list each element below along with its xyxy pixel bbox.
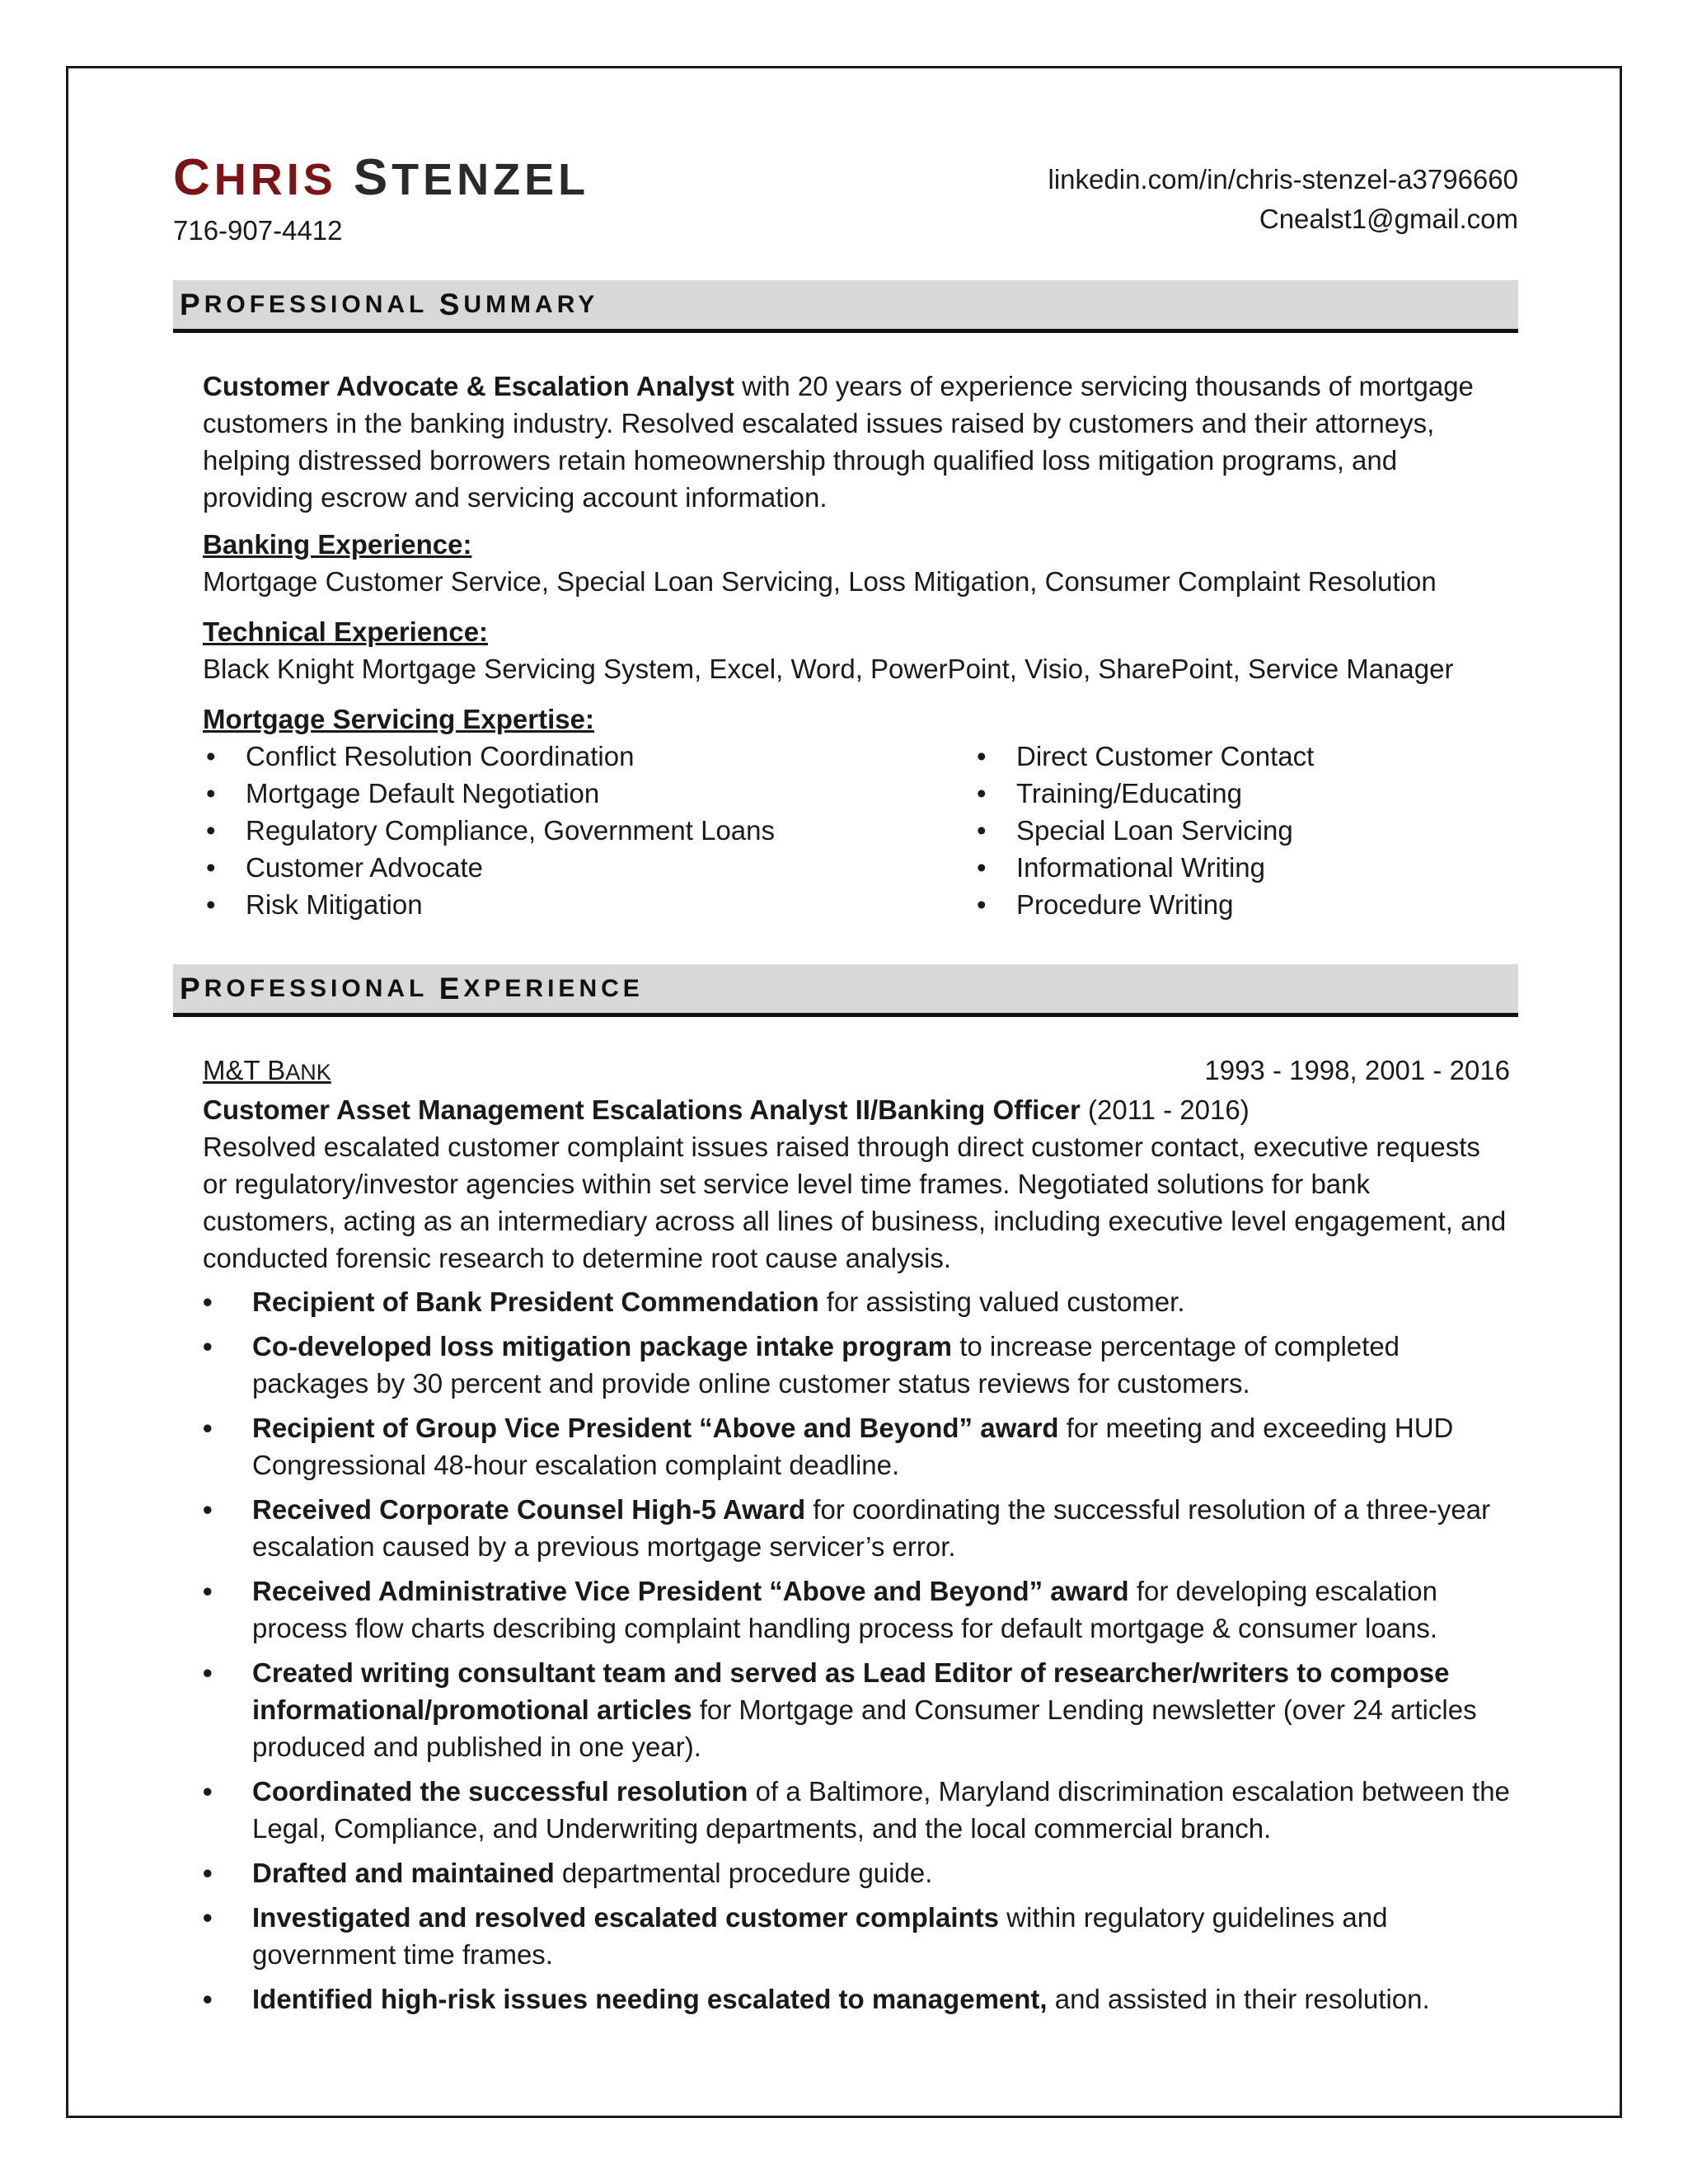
- section-heading-summary: [173, 280, 1518, 333]
- achievement-item: [203, 1854, 1510, 1891]
- heading-initial: P: [180, 971, 204, 1005]
- candidate-name: [173, 148, 589, 209]
- achievement-item: [203, 1773, 1510, 1847]
- summary-lead: Customer Advocate & Escalation Analyst: [203, 371, 734, 401]
- job-description: Resolved escalated customer complaint issues raised through direct customer contact, executive requests or regulatory/investor agencies within set service level time frames. Negotiated solutions for bank customers, acting as an intermediary across all lines of business, including executive level engagement, and conducted forensic research to determine root cause analysis.: [203, 1132, 1507, 1273]
- expertise-item: • Training/Educating: [973, 775, 1314, 812]
- resume: [173, 148, 1518, 2025]
- heading-rest: XPERIENCE: [463, 974, 644, 1002]
- name-last-initial: S: [353, 149, 392, 206]
- achievement-text: of a Baltimore, Maryland discrimination escalation between the Legal, Compliance, and Underwriting departments, and the local commercial branch.: [252, 1776, 1510, 1844]
- expertise-item: • Informational Writing: [973, 849, 1314, 886]
- achievement-text: for meeting and exceeding HUD Congressional 48-hour escalation complaint deadline.: [252, 1413, 1454, 1480]
- achievement-bold: Drafted and maintained: [252, 1858, 555, 1888]
- achievement-bold: Investigated and resolved escalated customer complaints: [252, 1902, 999, 1933]
- achievement-item: [203, 1899, 1510, 1973]
- expertise-item: • Direct Customer Contact: [973, 738, 1314, 775]
- achievement-bold: Received Corporate Counsel High-5 Award: [252, 1494, 806, 1525]
- company-row: [203, 1052, 1510, 1091]
- achievement-text: to increase percentage of completed packages by 30 percent and provide online customer status reviews for customers.: [252, 1331, 1400, 1399]
- contact-block: [1048, 148, 1518, 239]
- name-first-rest: HRIS: [213, 155, 337, 204]
- achievement-text: for Mortgage and Consumer Lending newsletter (over 24 articles produced and published in one year).: [252, 1694, 1477, 1762]
- expertise-heading: Mortgage Servicing Expertise:: [203, 704, 594, 734]
- name-first-initial: C: [173, 149, 214, 206]
- achievement-bold: Recipient of Bank President Commendation: [252, 1286, 819, 1317]
- company-rest: ANK: [285, 1060, 331, 1085]
- company-name: [203, 1052, 331, 1091]
- heading-initial: E: [438, 971, 464, 1005]
- email-link[interactable]: Cnealst1@gmail.com: [1259, 204, 1518, 234]
- linkedin-link[interactable]: linkedin.com/in/chris-stenzel-a3796660: [1048, 164, 1518, 194]
- employment-dates: 1993 - 1998, 2001 - 2016: [1204, 1055, 1510, 1085]
- achievement-item: [203, 1654, 1510, 1765]
- job-title: Customer Asset Management Escalations Analyst II/Banking Officer: [203, 1094, 1081, 1125]
- section-heading-experience: [173, 964, 1518, 1017]
- summary-paragraph: [203, 368, 1510, 516]
- achievement-item: [203, 1572, 1510, 1647]
- achievement-text: and assisted in their resolution.: [1047, 1984, 1430, 2014]
- achievement-bold: Created writing consultant team and served as Lead Editor of researcher/writers to compose informational/promotional articles: [252, 1657, 1450, 1725]
- achievement-item: [203, 1980, 1510, 2018]
- expertise-item: • Mortgage Default Negotiation: [203, 775, 973, 812]
- technical-text: Black Knight Mortgage Servicing System, Excel, Word, PowerPoint, Visio, SharePoint, Service Manager: [203, 654, 1454, 684]
- resume-header: [173, 148, 1518, 251]
- expertise-item: • Conflict Resolution Coordination: [203, 738, 973, 775]
- banking-heading: Banking Experience:: [203, 529, 472, 560]
- achievement-bold: Recipient of Group Vice President “Above and Beyond” award: [252, 1413, 1059, 1443]
- achievement-bold: Identified high-risk issues needing escalated to management,: [252, 1984, 1048, 2014]
- achievement-text: departmental procedure guide.: [554, 1858, 933, 1888]
- expertise-item: • Special Loan Servicing: [973, 812, 1314, 849]
- company-initials: M&T B: [203, 1055, 286, 1085]
- achievement-text: for assisting valued customer.: [818, 1286, 1185, 1317]
- achievement-list: [203, 1283, 1510, 2018]
- summary-body: [173, 368, 1518, 923]
- achievement-item: [203, 1283, 1510, 1320]
- expertise-column-left: [203, 738, 973, 923]
- expertise-item: • Regulatory Compliance, Government Loans: [203, 812, 973, 849]
- achievement-text: for coordinating the successful resolution of a three-year escalation caused by a previous mortgage servicer’s error.: [252, 1494, 1491, 1562]
- achievement-item: [203, 1409, 1510, 1483]
- expertise-item: • Procedure Writing: [973, 886, 1314, 923]
- achievement-bold: Coordinated the successful resolution: [252, 1776, 748, 1807]
- name-block: [173, 148, 589, 251]
- job-dates: (2011 - 2016): [1080, 1094, 1250, 1125]
- banking-text: Mortgage Customer Service, Special Loan Servicing, Loss Mitigation, Consumer Complaint Resolution: [203, 566, 1437, 597]
- job-title-line: [203, 1091, 1510, 1128]
- expertise-column-right: [973, 738, 1314, 923]
- expertise-item: • Customer Advocate: [203, 849, 973, 886]
- phone-number: 716-907-4412: [173, 215, 343, 246]
- technical-heading: Technical Experience:: [203, 616, 489, 647]
- achievement-item: [203, 1491, 1510, 1565]
- heading-rest: ROFESSIONAL: [204, 290, 429, 318]
- expertise-item: • Risk Mitigation: [203, 886, 973, 923]
- achievement-text: for developing escalation process flow charts describing complaint handling process for default mortgage & consumer loans.: [252, 1576, 1438, 1643]
- achievement-bold: Received Administrative Vice President “Above and Beyond” award: [252, 1576, 1129, 1606]
- heading-initial: P: [180, 287, 204, 321]
- experience-body: [173, 1052, 1518, 2018]
- heading-initial: S: [438, 287, 464, 321]
- expertise-list: [203, 738, 1510, 923]
- heading-rest: UMMARY: [463, 290, 599, 318]
- achievement-bold: Co-developed loss mitigation package intake program: [252, 1331, 953, 1361]
- name-last-rest: TENZEL: [392, 155, 590, 204]
- achievement-text: within regulatory guidelines and government time frames.: [252, 1902, 1388, 1970]
- achievement-item: [203, 1328, 1510, 1402]
- summary-text: with 20 years of experience servicing thousands of mortgage customers in the banking industry. Resolved escalated issues raised by customers and their attorneys, helping distressed borrowers retain homeownership through qualified loss mitigation programs, and providing escrow and servicing account information.: [203, 371, 1474, 513]
- heading-rest: ROFESSIONAL: [204, 974, 429, 1002]
